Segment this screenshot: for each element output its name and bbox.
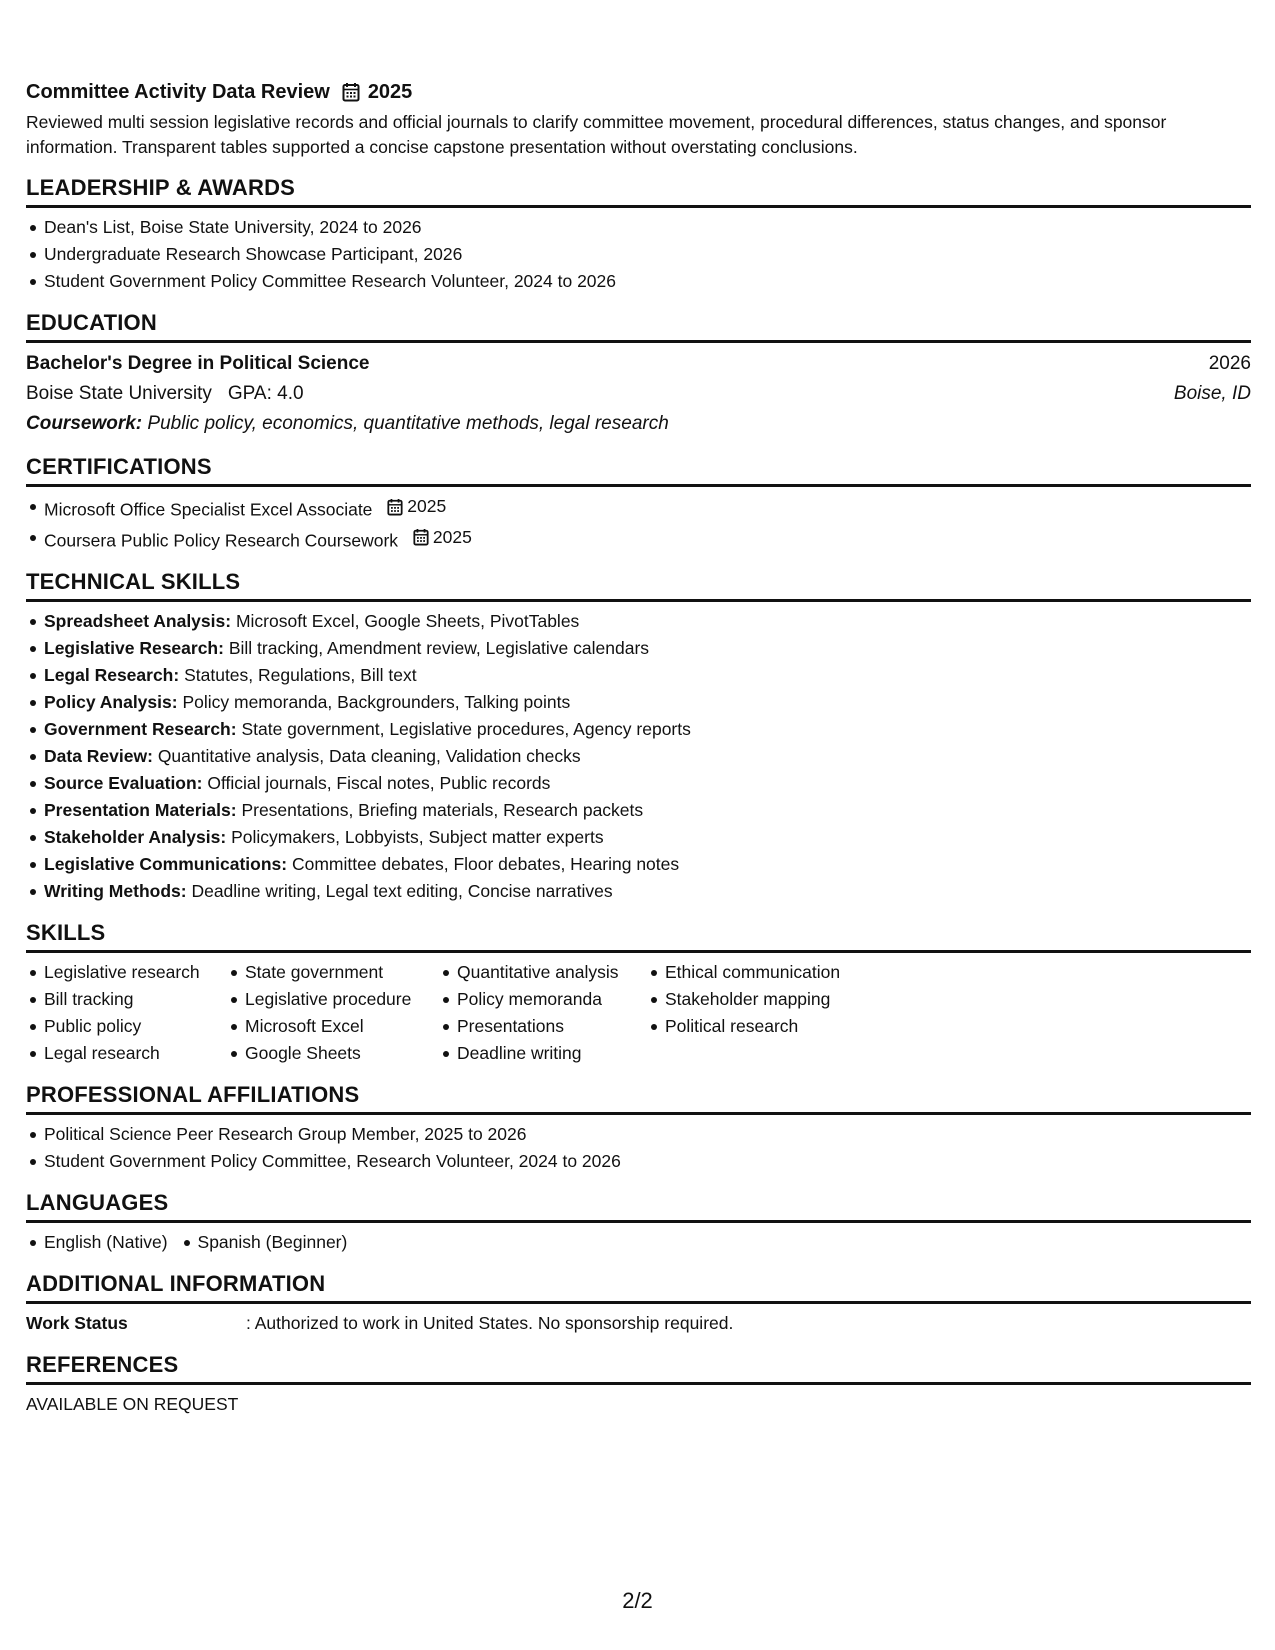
graduation-year: 2026 — [1208, 353, 1251, 374]
project-date: 2025 — [367, 81, 413, 103]
list-item: Bill tracking — [44, 986, 227, 1013]
technical-skills-list — [26, 608, 1251, 905]
list-item — [44, 878, 1251, 905]
list-item: Legal research — [44, 1040, 227, 1067]
skills-column — [227, 959, 439, 1067]
certification-name: Coursera Public Policy Research Coursework — [44, 530, 399, 550]
skill-label: Data Review: — [44, 746, 153, 766]
list-item: State government — [245, 959, 439, 986]
list-item — [44, 662, 1251, 689]
list-item: Dean's List, Boise State University, 2024 to 2026 — [44, 214, 1251, 241]
skill-value: Statutes, Regulations, Bill text — [184, 665, 417, 685]
list-item — [44, 635, 1251, 662]
list-item: Legislative procedure — [245, 986, 439, 1013]
list-item: Policy memoranda — [457, 986, 647, 1013]
skills-column — [439, 959, 647, 1067]
list-item — [44, 797, 1251, 824]
list-item: Student Government Policy Committee Research Volunteer, 2024 to 2026 — [44, 268, 1251, 295]
skill-value: Presentations, Briefing materials, Research packets — [241, 800, 644, 820]
references-heading: REFERENCES — [26, 1351, 1251, 1385]
calendar-icon — [413, 528, 429, 546]
list-item — [44, 851, 1251, 878]
list-item: Microsoft Excel — [245, 1013, 439, 1040]
work-status-row — [26, 1310, 1251, 1337]
languages-list — [26, 1229, 1251, 1256]
list-item: Undergraduate Research Showcase Participant, 2026 — [44, 241, 1251, 268]
skills-column — [26, 959, 227, 1067]
list-item: Deadline writing — [457, 1040, 647, 1067]
certifications-heading: CERTIFICATIONS — [26, 453, 1251, 487]
calendar-icon — [387, 498, 403, 516]
coursework-label: Coursework: — [26, 413, 143, 434]
education-degree-row — [26, 349, 1251, 379]
list-item: Student Government Policy Committee, Research Volunteer, 2024 to 2026 — [44, 1148, 1251, 1175]
language-column — [26, 1229, 168, 1256]
list-item: Public policy — [44, 1013, 227, 1040]
degree-title: Bachelor's Degree in Political Science — [26, 353, 370, 374]
coursework-list: Public policy, economics, quantitative methods, legal research — [147, 413, 669, 434]
skill-value: Policy memoranda, Backgrounders, Talking points — [182, 692, 571, 712]
list-item: Legislative research — [44, 959, 227, 986]
skill-label: Source Evaluation: — [44, 773, 203, 793]
references-text: AVAILABLE ON REQUEST — [26, 1394, 239, 1414]
gpa: GPA: 4.0 — [227, 383, 304, 404]
list-item — [44, 743, 1251, 770]
skill-label: Legal Research: — [44, 665, 180, 685]
school-info — [26, 379, 304, 409]
skill-value: Official journals, Fiscal notes, Public records — [207, 773, 551, 793]
certifications-list — [26, 493, 1251, 554]
calendar-icon — [342, 82, 360, 102]
leadership-list — [26, 214, 1251, 295]
skills-heading: SKILLS — [26, 919, 1251, 953]
list-item: Presentations — [457, 1013, 647, 1040]
affiliations-list — [26, 1121, 1251, 1175]
skill-label: Government Research: — [44, 719, 237, 739]
skills-column — [647, 959, 905, 1067]
skill-label: Policy Analysis: — [44, 692, 178, 712]
skill-value: Policymakers, Lobbyists, Subject matter experts — [231, 827, 604, 847]
languages-heading: LANGUAGES — [26, 1189, 1251, 1223]
list-item — [44, 689, 1251, 716]
list-item: Ethical communication — [665, 959, 905, 986]
leadership-heading: LEADERSHIP & AWARDS — [26, 174, 1251, 208]
skill-value: Microsoft Excel, Google Sheets, PivotTables — [235, 611, 580, 631]
list-item: Political Science Peer Research Group Member, 2025 to 2026 — [44, 1121, 1251, 1148]
technical-skills-heading: TECHNICAL SKILLS — [26, 568, 1251, 602]
affiliations-heading: PROFESSIONAL AFFILIATIONS — [26, 1081, 1251, 1115]
project-description: Reviewed multi session legislative records and official journals to clarify committee movement, procedural differences, status changes, and sponsor information. Transparent tables supported a concise capstone presentation without overstating conclusions. — [26, 112, 1167, 157]
skill-label: Stakeholder Analysis: — [44, 827, 227, 847]
coursework — [26, 409, 1251, 439]
skill-value: Bill tracking, Amendment review, Legislative calendars — [228, 638, 650, 658]
school-name: Boise State University — [26, 383, 212, 404]
list-item: Stakeholder mapping — [665, 986, 905, 1013]
skill-label: Legislative Research: — [44, 638, 224, 658]
skill-label: Writing Methods: — [44, 881, 187, 901]
skill-label: Legislative Communications: — [44, 854, 288, 874]
list-item: English (Native) — [44, 1229, 168, 1256]
skill-label: Spreadsheet Analysis: — [44, 611, 232, 631]
list-item — [44, 493, 1251, 524]
list-item: Google Sheets — [245, 1040, 439, 1067]
education-school-row — [26, 379, 1251, 409]
list-item — [44, 608, 1251, 635]
skill-value: State government, Legislative procedures, Agency reports — [241, 719, 691, 739]
certification-date: 2025 — [413, 524, 472, 551]
skill-label: Presentation Materials: — [44, 800, 237, 820]
education-heading: EDUCATION — [26, 309, 1251, 343]
project-title: Committee Activity Data Review — [26, 81, 330, 103]
certification-name: Microsoft Office Specialist Excel Associate — [44, 499, 373, 520]
list-item: Spanish (Beginner) — [198, 1229, 348, 1256]
list-item: Political research — [665, 1013, 905, 1040]
project-heading — [26, 78, 1251, 106]
skills-columns — [26, 959, 1251, 1067]
certification-date: 2025 — [387, 493, 446, 520]
list-item — [44, 716, 1251, 743]
list-item — [44, 524, 1251, 555]
school-location: Boise, ID — [1173, 383, 1251, 404]
additional-info-heading: ADDITIONAL INFORMATION — [26, 1270, 1251, 1304]
work-status-label: Work Status — [26, 1313, 128, 1333]
skill-value: Committee debates, Floor debates, Hearing notes — [291, 854, 680, 874]
list-item — [44, 770, 1251, 797]
list-item — [44, 824, 1251, 851]
language-column — [180, 1229, 348, 1256]
page-number: 2/2 — [622, 1588, 653, 1613]
skill-value: Quantitative analysis, Data cleaning, Validation checks — [157, 746, 581, 766]
work-status-value: : Authorized to work in United States. No sponsorship required. — [246, 1313, 734, 1333]
list-item: Quantitative analysis — [457, 959, 647, 986]
skill-value: Deadline writing, Legal text editing, Concise narratives — [191, 881, 613, 901]
